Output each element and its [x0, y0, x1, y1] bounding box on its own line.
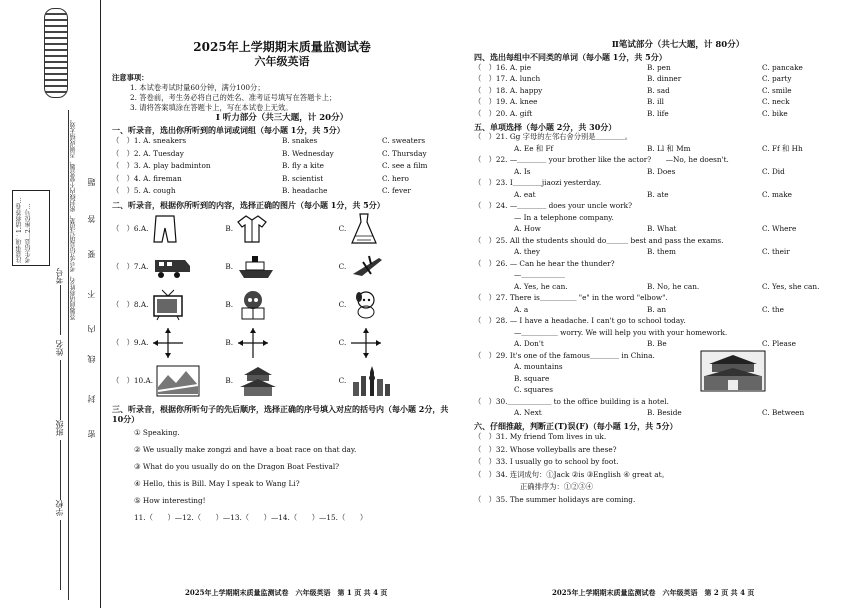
question-option-b[interactable]: B. Wednesday: [282, 148, 334, 158]
question-option-c[interactable]: C. party: [762, 74, 792, 84]
question-option-a[interactable]: A. mountains: [514, 362, 563, 372]
question-option-c[interactable]: C.: [338, 299, 347, 309]
question-option-c[interactable]: C. pancake: [762, 62, 803, 72]
question-option-a[interactable]: （ ）17. A. lunch: [474, 74, 541, 84]
notice-item: 1. 本试卷考试时量60分钟，满分100分；: [130, 83, 265, 92]
question-option-b[interactable]: B. snakes: [282, 136, 318, 146]
question-option-b[interactable]: B. them: [647, 247, 676, 257]
ship-icon: [236, 253, 276, 281]
page-2-footer: 2025年上学期期末质量监测试卷 六年级英语 第 2 页 共 4 页: [552, 588, 755, 597]
exam-subtitle: 六年级英语: [254, 55, 310, 68]
name-field-label: 姓名: [55, 340, 64, 356]
dialogue-option: ③ What do you usually do on the Dragon Boat Festival?: [134, 461, 340, 471]
question-option-b[interactable]: B. Be: [647, 339, 667, 349]
notice-heading: 注意事项：: [112, 73, 149, 82]
seal-char: 内: [87, 325, 96, 333]
question-option-a[interactable]: （ ）5. A. cough: [112, 186, 176, 196]
question-option-a[interactable]: （ ）6.A.: [112, 223, 149, 233]
seal-char: 要: [87, 250, 96, 258]
question-stem: （ ）29. It's one of the famous＿＿＿＿ in China.: [474, 350, 655, 360]
airplane-icon: [349, 252, 385, 282]
question-option-b[interactable]: B. scientist: [282, 173, 324, 183]
dialogue-option: ④ Hello, this is Bill. May I speak to Wang Li?: [134, 478, 300, 488]
dialogue-option: ② We usually make zongzi and have a boat race on that day.: [134, 444, 357, 454]
question-row: [474, 74, 842, 86]
notice-item: 3. 请将答案填涂在答题卡上，写在本试卷上无效。: [130, 103, 293, 112]
television-icon: [151, 288, 185, 322]
question-option-a[interactable]: A. Don't: [514, 339, 544, 349]
question-row: [112, 173, 452, 186]
question-option-a[interactable]: （ ）1. A. sneakers: [112, 136, 187, 146]
seal-char: 答: [87, 215, 96, 223]
question-option-b[interactable]: B.: [225, 261, 234, 271]
question-option-c[interactable]: C. Ff 和 Hh: [762, 143, 803, 153]
question-option-b[interactable]: B.: [225, 299, 234, 309]
question-option-c[interactable]: C. Please: [762, 339, 796, 349]
question-option-b[interactable]: B. Beside: [647, 408, 682, 418]
direction-arrows-icon: [151, 326, 185, 360]
question-option-c[interactable]: C. Where: [762, 224, 797, 234]
class-field-line[interactable]: [60, 440, 61, 500]
question-option-c[interactable]: C. fever: [382, 186, 411, 196]
question-option-c[interactable]: C. make: [762, 189, 792, 199]
question-row: [474, 97, 842, 109]
question-option-b[interactable]: B. sad: [647, 85, 670, 95]
direction-arrows-icon: [236, 326, 270, 360]
question-option-b[interactable]: B. life: [647, 108, 669, 118]
question-option-c[interactable]: C. squares: [514, 385, 553, 395]
section-2-heading: 二、听录音，根据你所听到的内容，选择正确的图片（每小题 1分，共 5分）: [112, 199, 385, 210]
question-option-a[interactable]: A. they: [514, 247, 540, 257]
notice-item: 2. 答卷前，考生务必将自己的姓名、准考证号填写在答题卡上；: [130, 93, 337, 102]
question-row: [112, 160, 452, 173]
shirt-icon: [236, 213, 268, 245]
question-stem: （ ）26. — Can he hear the thunder?: [474, 258, 615, 268]
section-5-heading: 五、单项选择（每小题 2分，共 30分）: [474, 121, 617, 132]
question-option-c[interactable]: C. Yes, she can.: [762, 281, 820, 291]
question-option-a[interactable]: （ ）19. A. knee: [474, 97, 538, 107]
picture-question-row: [112, 324, 452, 362]
question-option-a[interactable]: （ ）3. A. play badminton: [112, 161, 211, 171]
question-reply: —＿＿＿＿＿＿: [514, 270, 566, 280]
question-option-c[interactable]: C.: [338, 375, 347, 385]
city-skyline-image: [349, 364, 393, 398]
question-option-c[interactable]: C. smile: [762, 85, 792, 95]
question-option-b[interactable]: B. headache: [282, 186, 328, 196]
question-option-a[interactable]: A. eat: [514, 189, 536, 199]
question-stem: （ ）23. I＿＿＿＿jiaozi yesterday.: [474, 178, 602, 188]
question-option-c[interactable]: C. the: [762, 304, 784, 314]
temple-image: [236, 364, 280, 398]
notice-box: 注意事项：1.请将答卷…考生信息…2.座位号…: [12, 190, 50, 266]
class-field-label: 班级: [55, 420, 64, 436]
shorts-icon: [151, 213, 179, 245]
part-1-heading: Ⅰ 听力部分（共三大题，计 20分）: [215, 113, 349, 123]
question-option-c[interactable]: C. neck: [762, 97, 790, 107]
question-option-b[interactable]: B.: [225, 223, 234, 233]
tiananmen-image: [700, 350, 766, 392]
seal-char: 线: [87, 355, 96, 363]
question-option-c[interactable]: C. Did: [762, 166, 785, 176]
section-6-heading: 六、仔细推敲，判断正(T)误(F)（每小题 1分，共 5分）: [474, 421, 678, 431]
tf-question[interactable]: （ ）31. My friend Tom lives in uk.: [474, 432, 607, 442]
question-option-b[interactable]: B. No, he can.: [647, 281, 700, 291]
picture-question-row: [112, 286, 452, 324]
question-row: [112, 185, 452, 198]
train-icon: [151, 254, 191, 280]
question-stem: （ ）28. — I have a headache. I can't go to school today.: [474, 316, 686, 326]
question-stem: （ ）27. There is＿＿＿＿＿ "e" in the word "elbow".: [474, 293, 668, 303]
question-option-b[interactable]: B. Does: [647, 166, 676, 176]
question-option-c[interactable]: C.: [338, 223, 347, 233]
name-field-line[interactable]: [60, 360, 61, 420]
question-option-a[interactable]: A. How: [514, 224, 541, 234]
question-option-a[interactable]: A. Is: [514, 166, 531, 176]
question-option-b[interactable]: B.: [225, 337, 234, 347]
part-2-heading: Ⅱ笔试部分（共七大题，计 80分）: [611, 40, 745, 50]
question-option-a[interactable]: （ ）18. A. happy: [474, 85, 543, 95]
picture-question-row: [112, 210, 452, 248]
question-option-a[interactable]: （ ）9.A.: [112, 337, 149, 347]
question-option-b[interactable]: B. ate: [647, 189, 669, 199]
question-option-a[interactable]: A. a: [514, 304, 529, 314]
question-option-b[interactable]: B. What: [647, 224, 677, 234]
question-option-b[interactable]: B. Ll 和 Mm: [647, 143, 691, 153]
tf-question[interactable]: （ ）34. 连词成句：①Jack ②is ③English ④ great at。: [474, 469, 669, 479]
question-option-c[interactable]: C. Between: [762, 408, 805, 418]
question-option-c[interactable]: C. hero: [382, 173, 409, 183]
seal-char: 题: [87, 178, 96, 186]
question-option-a[interactable]: A. Next: [514, 408, 542, 418]
seal-char: 密: [87, 430, 96, 438]
question-row: [112, 135, 452, 148]
punch-hole-strip: [44, 8, 68, 98]
question-option-c[interactable]: C.: [338, 337, 347, 347]
question-stem: （ ）25. All the students should do＿＿＿ best and pass the exams.: [474, 235, 724, 245]
school-field-line[interactable]: [60, 520, 61, 590]
question-option-b[interactable]: B. pen: [647, 62, 671, 72]
dialogue-option: ⑤ How interesting!: [134, 495, 206, 505]
tf-question[interactable]: （ ）33. I usually go to school by foot.: [474, 457, 619, 467]
question-option-a[interactable]: （ ）7.A.: [112, 261, 149, 271]
tf-question[interactable]: （ ）35. The summer holidays are coming.: [474, 494, 636, 504]
question-option-a[interactable]: （ ）8.A.: [112, 299, 149, 309]
question-option-a[interactable]: A. Ee 和 Ff: [514, 143, 554, 153]
seal-char: 封: [87, 395, 96, 403]
question-option-a[interactable]: （ ）4. A. fireman: [112, 173, 182, 183]
binding-sidebar: [0, 0, 101, 608]
question-row: [474, 85, 842, 97]
school-field-label: 学校: [55, 500, 64, 516]
question-reply: —＿＿＿＿＿ worry. We will help you with your homework.: [514, 327, 728, 337]
section-3-heading: 三、听录音，根据你所听句子的先后顺序，选择正确的序号填入对应的括号内（每小题 2分，共 10分）: [112, 403, 449, 424]
question-option-b[interactable]: B.: [225, 375, 234, 385]
boy-reading-icon: [236, 288, 270, 322]
question-option-c[interactable]: C. their: [762, 247, 790, 257]
great-wall-image: [156, 365, 200, 397]
question-stem: （ ）24. —＿＿＿＿ does your uncle work?: [474, 201, 633, 211]
question-option-a[interactable]: （ ）16. A. pie: [474, 62, 532, 72]
exam-number-field-line[interactable]: [60, 285, 61, 335]
question-option-c[interactable]: C. Thursday: [382, 148, 427, 158]
exam-number-field-label: 考号: [55, 268, 64, 284]
question-stem: （ ）30.＿＿＿＿＿＿ to the office building is a hotel.: [474, 396, 669, 406]
question-row: [112, 148, 452, 161]
question-stem: （ ）22. —＿＿＿＿ your brother like the actor? —No, he doesn't.: [474, 155, 729, 165]
question-option-a[interactable]: A. Yes, he can.: [514, 281, 568, 291]
dog-icon: [349, 288, 383, 322]
page-1: [112, 40, 452, 526]
exam-title: 2025年上学期期末质量监测试卷: [193, 40, 371, 54]
question-option-c[interactable]: C. sweaters: [382, 136, 426, 146]
direction-arrows-icon: [349, 326, 383, 360]
question-row: [474, 108, 842, 120]
question-option-c[interactable]: C. see a film: [382, 161, 428, 171]
question-option-b[interactable]: B. ill: [647, 97, 665, 107]
question-option-a[interactable]: （ ）10.A.: [112, 375, 154, 385]
question-option-b[interactable]: B. square: [514, 373, 550, 383]
page-2: [474, 40, 842, 506]
dialogue-option: ① Speaking.: [134, 427, 180, 437]
binding-rules: 答题前请将姓名、考号等信息填写清楚，密封线内不要答题，否则成绩无效。: [70, 116, 77, 320]
question-option-c[interactable]: C.: [338, 261, 347, 271]
question-option-a[interactable]: （ ）20. A. gift: [474, 108, 533, 118]
picture-question-row: [112, 248, 452, 286]
page-1-footer: 2025年上学期期末质量监测试卷 六年级英语 第 1 页 共 4 页: [185, 588, 388, 597]
section-1-heading: 一、听录音，选出你所听到的单词或词组（每小题 1分，共 5分）: [112, 125, 345, 135]
question-stem: （ ）21. Gg 字母的左邻右舍分别是＿＿＿＿。: [474, 132, 633, 142]
dress-icon: [349, 212, 379, 246]
answer-order-blanks[interactable]: 11.（ ）—12.（ ）—13.（ ）—14.（ ）—15.（ ）: [134, 512, 368, 522]
question-option-b[interactable]: B. dinner: [647, 74, 682, 84]
question-row: [474, 62, 842, 74]
question-option-b[interactable]: B. fly a kite: [282, 161, 324, 171]
seal-char: 不: [87, 290, 96, 298]
question-option-a[interactable]: （ ）2. A. Tuesday: [112, 148, 184, 158]
question-reply: — In a telephone company.: [514, 212, 614, 222]
picture-question-row: [112, 362, 452, 400]
question-option-c[interactable]: C. bike: [762, 108, 788, 118]
tf-question[interactable]: （ ）32. Whose volleyballs are these?: [474, 444, 617, 454]
seal-line-divider: [68, 110, 69, 600]
question-option-b[interactable]: B. an: [647, 304, 667, 314]
section-4-heading: 四、选出每组中不同类的单词（每小题 1分，共 5分）: [474, 52, 667, 62]
tf-order-note: 正确排序为：①②③④: [520, 482, 593, 492]
